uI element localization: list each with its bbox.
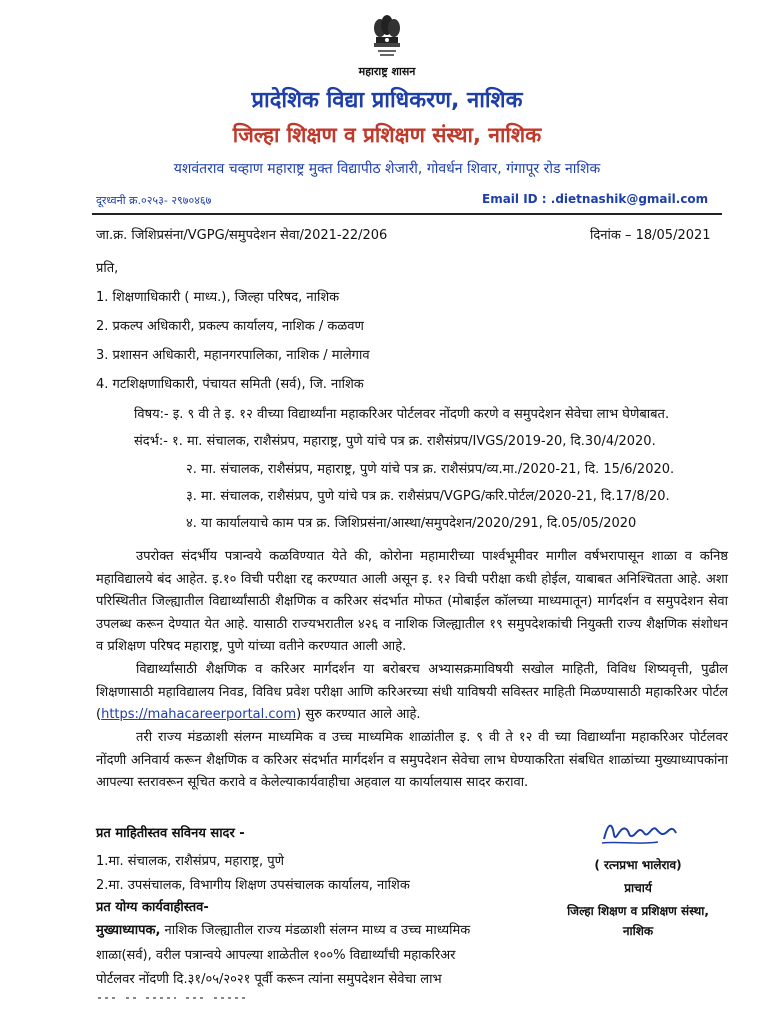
signatory-designation: प्राचार्य bbox=[624, 881, 652, 895]
letter-date: दिनांक – 18/05/2021 bbox=[590, 228, 711, 243]
copy-info-item: 2.मा. उपसंचालक, विभागीय शिक्षण उपसंचालक कार्यालय, नाशिक bbox=[96, 878, 410, 893]
handwritten-signature bbox=[598, 815, 680, 853]
body-text: विद्यार्थ्यांसाठी शैक्षणिक व करिअर मार्गदर्शन या बरोबरच अभ्यासक्रमाविषयी सखोल माहिती, विविध शिष्यवृत्ती, पुढील शिक्षणासाठी महाविद्यालय निवड, विविध प्रवेश परीक्षा आणि करिअरच्या संधी याविषयी सविस्तर माहिती मिळण्यासाठी महाकरिअर पोर्टल ( bbox=[96, 662, 728, 722]
signatory-city: नाशिक bbox=[622, 924, 654, 938]
phone-number: दूरध्वनी क्र.०२५३- २९७०४६७ bbox=[96, 194, 212, 207]
action-heading: प्रत योग्य कार्यवाहीस्तव- bbox=[96, 900, 209, 915]
action-text: नाशिक जिल्ह्यातील राज्य मंडळाशी संलग्न माध्य व उच्च माध्यमिक bbox=[160, 923, 471, 938]
authority-title: प्रादेशिक विद्या प्राधिकरण, नाशिक bbox=[251, 88, 523, 113]
body-paragraph-3 bbox=[96, 727, 728, 795]
action-line bbox=[96, 920, 470, 938]
salutation: प्रति, bbox=[96, 261, 119, 276]
action-label: मुख्याध्यापक, bbox=[96, 923, 161, 938]
signatory-name: ( रत्नप्रभा भालेराव) bbox=[594, 858, 682, 872]
body-paragraph-1 bbox=[96, 546, 728, 659]
career-portal-link[interactable]: https://mahacareerportal.com bbox=[101, 707, 297, 722]
institute-address: यशवंतराव चव्हाण महाराष्ट्र मुक्त विद्यापीठ शेजारी, गोवर्धन शिवार, गंगापूर रोड नाशिक bbox=[173, 161, 601, 177]
reference-number: जा.क्र. जिशिप्रसंना/VGPG/समुपदेशन सेवा/2021-22/206 bbox=[96, 228, 388, 243]
body-text: उपरोक्त संदर्भीय पत्रान्वये कळविण्यात येते की, कोरोना महामारीच्या पार्श्वभूमीवर मागील वर्षभरापासून शाळा व कनिष्ठ महाविद्यालये बंद आहेत. इ.१० विची परीक्षा रद्द करण्यात आली असून इ. १२ विची परीक्षा कधी होईल, याबाबत अनिश्चितता आहे. अशा परिस्थितीत जिल्ह्यातील विद्यार्थ्यांसाठी शैक्षणिक व करिअर संदर्भात मोफत (मोबाईल कॉलच्या माध्यमातून) मार्गदर्शन व समुपदेशन सेवा उपलब्ध करून देण्यात येत आहे. यासाठी राज्यभरातील ४२६ व नाशिक जिल्ह्यातील १९ समुपदेशकांची नियुक्ती राज्य शैक्षणिक संशोधन व प्रशिक्षण परिषद महाराष्ट्र, पुणे यांच्या वतीने करण्यात आली आहे. bbox=[96, 549, 728, 654]
recipient-item: 1. शिक्षणाधिकारी ( माध्य.), जिल्हा परिषद, नाशिक bbox=[96, 290, 340, 305]
signatory-office: जिल्हा शिक्षण व प्रशिक्षण संस्था, bbox=[567, 904, 709, 918]
body-text: तरी राज्य मंडळाशी संलग्न माध्यमिक व उच्च माध्यमिक शाळांतील इ. ९ वी ते १२ वी च्या विद्यार्थ्यांना महाकरिअर पोर्टलवर नोंदणी अनिवार्य करून शैक्षणिक व करिअर संदर्भात मार्गदर्शन व समुपदेशन सेवेचा लाभ घेण्याकरिता संबधित शाळांच्या मुख्याध्यापकांना आपल्या स्तरावरून सूचित करावे व केलेल्याकार्यवाहीचा अहवाल या कार्यालयास सादर करावा. bbox=[96, 730, 728, 790]
reference-item: ४. या कार्यालयाचे काम पत्र क्र. जिशिप्रसंना/आस्था/समुपदेशन/2020/291, दि.05/05/2020 bbox=[186, 516, 637, 531]
header-divider bbox=[92, 213, 722, 215]
recipient-item: 2. प्रकल्प अधिकारी, प्रकल्प कार्यालय, नाशिक / कळवण bbox=[96, 319, 364, 334]
body-paragraph-2 bbox=[96, 659, 728, 727]
cropped-line bbox=[96, 992, 256, 1008]
reference-item: २. मा. संचालक, राशैसंप्रप, महाराष्ट्र, पुणे यांचे पत्र क्र. राशैसंप्रप/व्य.मा./2020-21, दि. 15/6/2020. bbox=[186, 462, 675, 477]
email-address: Email ID : .dietnashik@gmail.com bbox=[482, 192, 709, 206]
copy-info-heading: प्रत माहितीस्तव सविनय सादर - bbox=[96, 826, 245, 841]
reference-item: ३. मा. संचालक, राशैसंप्रप, पुणे यांचे पत्र क्र. राशैसंप्रप/VGPG/करि.पोर्टल/2020-21, दि.17/8/20. bbox=[186, 489, 670, 504]
state-emblem bbox=[0, 10, 774, 66]
action-line: शाळा(सर्व), वरील पत्रान्वये आपल्या शाळेतील १००% विद्यार्थ्यांची महाकरिअर bbox=[96, 948, 456, 963]
recipient-item: 4. गटशिक्षणाधिकारी, पंचायत समिती (सर्व), जि. नाशिक bbox=[96, 377, 364, 392]
government-name: महाराष्ट्र शासन bbox=[358, 65, 416, 78]
reference-item: संदर्भ:- १. मा. संचालक, राशैसंप्रप, महाराष्ट्र, पुणे यांचे पत्र क्र. राशैसंप्रप/IVGS/2019-20, दि.30/4/2020. bbox=[134, 434, 656, 449]
institute-title: जिल्हा शिक्षण व प्रशिक्षण संस्था, नाशिक bbox=[232, 123, 542, 147]
subject-line: विषय:- इ. ९ वी ते इ. १२ वीच्या विद्यार्थ्यांना महाकरिअर पोर्टलवर नोंदणी करणे व समुपदेशन सेवेचा लाभ घेणेबाबत. bbox=[134, 407, 670, 422]
body-text: ) सुरु करण्यात आले आहे. bbox=[296, 707, 421, 722]
action-line: पोर्टलवर नोंदणी दि.३१/०५/२०२१ पूर्वी करून त्यांना समुपदेशन सेवेचा लाभ bbox=[96, 972, 442, 987]
copy-info-item: 1.मा. संचालक, राशैसंप्रप, महाराष्ट्र, पुणे bbox=[96, 854, 285, 869]
recipient-item: 3. प्रशासन अधिकारी, महानगरपालिका, नाशिक / मालेगाव bbox=[96, 348, 370, 363]
